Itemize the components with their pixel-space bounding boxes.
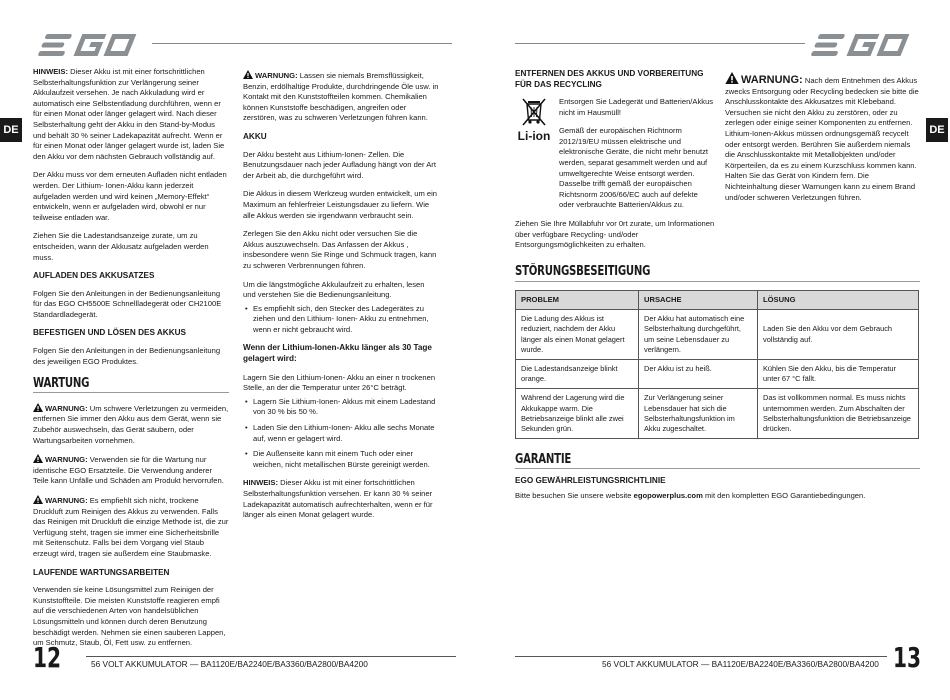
paragraph: Verwenden sie keine Lösungsmittel zum Reinigen der Kunststoffteile. Die meisten Kunststoffe reagieren empfi auf die verschiedenen Arten von handelsüblichen Lösungsmitteln und können durch deren Benutzung beschädigt werden. Nehmen sie einen sauberen Lappen, um Schmutz, Staub, Öl, Fett usw. zu entfernen. (33, 585, 226, 648)
bullet-list (243, 304, 439, 336)
section-heading-aufladen: AUFLADEN DES AKKUSATZES (33, 271, 155, 281)
paragraph: Folgen Sie den Anleitungen in der Bedienungsanleitung des jeweiligen EGO Produktes. (33, 346, 221, 366)
table-cell: Das ist vollkommen normal. Es muss nichts unternommen werden. Zum Abschalten der Selbsterhaltungsfunktion die Betriebsanzeige drücken. (758, 389, 919, 439)
recycling-text (559, 97, 715, 211)
table-cell: Die Ladung des Akkus ist reduziert, nachdem der Akku länger als einen Monat gelagert wurde. (516, 310, 639, 360)
right-page (475, 0, 950, 700)
recycling-block (515, 97, 715, 211)
ego-logo (32, 30, 142, 60)
paragraph: Ziehen Sie Ihre Müllabfuhr vor 0rt zurate, um Informationen über verfügbare Recycling- und/oder Entsorgungsmöglichkeiten zu erhalten. (515, 218, 715, 250)
warning-label: WARNUNG: (741, 74, 803, 86)
warning-text: Verwenden sie für die Wartung nur identische EGO Ersatzteile. Die Verwendung anderer Teile kann Unfälle und Schäden am Produkt hervorrufen. (33, 455, 224, 486)
warranty-text-pre: Bitte besuchen Sie unsere website (515, 491, 634, 501)
warning-icon (33, 403, 43, 412)
section-heading-befestigen: BEFESTIGEN UND LÖSEN DES AKKUS (33, 328, 186, 338)
paragraph: Der Akku besteht aus Lithium-Ionen- Zellen. Die Benutzungsdauer nach jeder Aufladung hängt von der Art der Arbeit ab, die durchgeführt wird. (243, 149, 436, 180)
bullet-item: • Lagern Sie Lithium-Ionen- Akkus mit einem Ladestand von 30 % bis 50 %. (243, 397, 439, 418)
warning-icon (33, 495, 43, 504)
footer-text: 56 VOLT AKKUMULATOR — BA1120E/BA2240E/BA3360/BA2800/BA4200 (91, 659, 368, 669)
right-column-2 (725, 72, 921, 211)
warning-paragraph (33, 495, 229, 560)
section-heading-wartung: WARTUNG (33, 376, 90, 392)
hinweis-text: Dieser Akku ist mit einer fortschrittlichen Selbsterhaltungsfunktion versehen. Er kann 30 % seiner Ladekapazität automatisch aufrechterhalten, wenn er für länger als einen Monat gelagert wurde. (243, 478, 433, 520)
column-header: PROBLEM (516, 291, 639, 310)
language-tab: DE (0, 118, 22, 142)
footer-text: 56 VOLT AKKUMULATOR — BA1120E/BA2240E/BA3360/BA2800/BA4200 (602, 659, 879, 669)
recycling-icon-group (515, 97, 553, 211)
troubleshooting-section (515, 260, 920, 439)
warranty-subheading: EGO GEWÄHRLEISTUNGSRICHTLINIE (515, 475, 666, 485)
paragraph: Der Akku muss vor dem erneuten Aufladen nicht entladen werden. Der Lithium- Ionen-Akku kann jederzeit aufgeladen werden und wird keinen „Memory-Effekt“ entwickeln, wenn er aufgeladen wird, obwohl er nur teilweise entladen war. (33, 170, 227, 222)
header-rule (515, 43, 805, 44)
paragraph: Gemäß der europäischen Richtnorm 2012/19/EU müssen elektrische und elektronische Geräte, die nicht mehr benutzt werden, separat gesammelt werden und auf umweltgerechte Weise entsorgt werden. Dasselbe trifft gemäß der europäischen Richtsnorm 2006/66/EC auch auf defekte oder verbrauchte Batterien/Akkus zu. (559, 126, 709, 210)
warning-text: Lassen sie niemals Bremsflüssigkeit, Benzin, erdölhaltige Produkte, durchdringende Öle usw. in Kontakt mit den Kunststoffteilen kommen. Chemikalien können Kunststoffe beschädigen, angreifen oder zerstören, was zu schweren Verletzungen führen kann. (243, 71, 439, 123)
column-header: LÖSUNG (758, 291, 919, 310)
crossed-bin-icon (521, 97, 547, 127)
table-cell: Der Akku ist zu heiß. (639, 360, 758, 389)
hinweis-paragraph (243, 478, 439, 520)
hinweis-label: HINWEIS: (33, 67, 69, 76)
table-cell: Der Akku hat automatisch eine Selbsterhaltung durchgeführt, um seine Lebensdauer zu verlängern. (639, 310, 758, 360)
table-cell: Zur Verlängerung seiner Lebensdauer hat sich die Selbsterhaltungsfunktion im Akku zugeschaltet. (639, 389, 758, 439)
ego-logo (805, 30, 915, 60)
paragraph: Folgen Sie den Anleitungen in der Bedienungsanleitung für das EGO CH5500E Schnellladegerät oder CH2100E Standardladegerät. (33, 288, 222, 319)
warning-text: Um schwere Verletzungen zu vermeiden, entfernen Sie immer den Akku aus dem Gerät, wenn sie Zubehör auswechseln, das Gerät säubern, oder Wartungsarbeiten vornehmen. (33, 403, 229, 445)
left-column-1 (33, 67, 229, 657)
heading-rule (33, 392, 229, 393)
subheading-lagerung: Wenn der Lithium-Ionen-Akku länger als 30 Tage gelagert wird: (243, 343, 432, 364)
warning-label: WARNUNG: (45, 496, 88, 505)
bullet-item: • Es empfiehlt sich, den Stecker des Ladegerätes zu ziehen und den Lithium- Ionen- Akku zu entnehmen, wenn er nicht gebraucht wird. (243, 304, 439, 336)
table-row (516, 360, 919, 389)
right-column-1 (515, 68, 715, 259)
ego-logo-graphic (32, 30, 142, 60)
warning-icon (725, 72, 739, 84)
table-row (516, 310, 919, 360)
paragraph: Um die längstmögliche Akkulaufzeit zu erhalten, lesen und verstehen Sie die Bedienungsanleitung. (243, 279, 425, 300)
bullet-item: • Die Außenseite kann mit einem Tuch oder einer weichen, nicht metallischen Bürste gereinigt werden. (243, 449, 439, 470)
page-number: 13 (893, 641, 922, 674)
left-column-2 (243, 70, 439, 529)
section-heading-troubleshooting: STÖRUNGSBESEITIGUNG (515, 264, 651, 279)
page-number: 12 (33, 641, 62, 674)
bullet-list (243, 397, 439, 471)
warranty-link[interactable]: egopowerplus.com (633, 491, 703, 501)
warning-text: Es empfiehlt sich nicht, trockene Druckluft zum Reinigen des Akkus zu verwenden. Falls das Reinigen mit Druckluft die einzige Methode ist, die zur Verfügung steht, tragen sie immer eine Sicherheitsbrille mit Seitenschutz. Falls bei dem Vorgang viel Staub erzeugt wird, tragen sie außerdem eine Staubmaske. (33, 496, 229, 558)
warning-icon (33, 454, 43, 463)
footer-rule (515, 656, 887, 657)
warning-label: WARNUNG: (45, 455, 88, 465)
header-rule (152, 43, 452, 44)
heading-rule (515, 468, 920, 469)
paragraph: Zerlegen Sie den Akku nicht oder versuchen Sie die Akkus auszuwechseln. Das Anfassen der Akkus , insbesondere wenn Sie Ringe und Schmuck tragen, kann zu schweren Verbrennungen führen. (243, 229, 437, 270)
bullet-item: • Laden Sie den Lithium-Ionen- Akku alle sechs Monate auf, wenn er gelagert wird. (243, 423, 439, 444)
table-cell: Während der Lagerung wird die Akkukappe warm. Die Betriebsanzeige blinkt alle zwei Sekunden grün. (516, 389, 639, 439)
hinweis-text: Dieser Akku ist mit einer fortschrittlichen Selbsterhaltungsfunktion zur Verlängerung seiner Akkulaufzeit versehen. Je nach Akkuladung wird er automatisch eine Selbstentladung durchführen, wenn er für einen Monat oder länger gelagert wird. Nach dieser Selbsterhaltung geht der Akku in den Stand-by-Modus und behält 30 % seiner Ladekapazität aufrecht. Wenn er für einen Monat oder länger gelagert wurde ist, laden Sie den Akku vor dem nächsten Gebrauch vollständig auf. (33, 67, 225, 161)
table-header-row (516, 291, 919, 310)
language-tab: DE (926, 118, 948, 142)
warranty-text-post: mit den kompletten EGO Garantiebedingungen. (702, 491, 866, 501)
warning-paragraph (725, 72, 921, 203)
table-cell: Laden Sie den Akku vor dem Gebrauch vollständig auf. (758, 310, 919, 360)
warning-text: Nach dem Entnehmen des Akkus zwecks Entsorgung oder Recycling bedecken sie bitte die Anschlusskontakte des Akkusatzes mit Klebeband. Versuchen sie nicht den Akku zu zerstören, oder zu zerlegen oder einige seiner Komponenten zu entfernen. Lithium-Ionen-Akkus müssen ordnungsgemäß recycelt oder entsorgt werden. Berühren Sie außerdem niemals die Anschlusskontakte mit Metallobjekten und/oder Körperteilen, da es zu einem Kurzschluss kommen kann. Halten Sie das Gerät von Kindern fern. Die Nichteinhaltung dieser Warnungen kann zu einem Brand und/oder schweren Verletzungen führen. (725, 76, 919, 202)
hinweis-paragraph (33, 67, 229, 162)
ego-logo-graphic (805, 30, 915, 60)
paragraph: Die Akkus in diesem Werkzeug wurden entwickelt, um ein Maximum an fehlerfreier Leistungsdauer zu liefern. Wie alle Akkus werden sie irgendwann verbraucht sein. (243, 189, 438, 220)
table-row (516, 389, 919, 439)
warning-paragraph (33, 454, 229, 487)
li-ion-label: Li-ion (517, 129, 551, 143)
paragraph: Ziehen Sie die Ladestandsanzeige zurate, um zu entscheiden, wann der Akkusatz aufgeladen werden muss. (33, 231, 209, 262)
warning-label: WARNUNG: (45, 403, 88, 413)
hinweis-label: HINWEIS: (243, 478, 279, 488)
section-heading-recycling: ENTFERNEN DES AKKUS UND VORBEREITUNG FÜR DAS RECYCLING (515, 69, 704, 89)
section-heading-akku: AKKU (243, 131, 267, 141)
warning-paragraph (243, 70, 439, 124)
heading-rule (515, 281, 920, 282)
warranty-section (515, 451, 920, 510)
section-heading-garantie: GARANTIE (515, 452, 572, 467)
footer-rule (86, 656, 456, 657)
section-heading-laufend: LAUFENDE WARTUNGSARBEITEN (33, 567, 170, 577)
warning-icon (243, 70, 253, 79)
paragraph: Lagern Sie den Lithium-Ionen- Akku an einer n trockenen Stelle, an der die Temperatur unter 26°C beträgt. (243, 372, 436, 393)
table-cell: Die Ladestandsanzeige blinkt orange. (516, 360, 639, 389)
table-cell: Kühlen Sie den Akku, bis die Temperatur unter 67 °C fällt. (758, 360, 919, 389)
warning-label: WARNUNG: (255, 71, 298, 80)
warranty-text (515, 491, 920, 502)
column-header: URSACHE (639, 291, 758, 310)
warning-paragraph (33, 403, 229, 446)
paragraph: Entsorgen Sie Ladegerät und Batterien/Akkus nicht im Hausmüll! (559, 97, 714, 117)
troubleshooting-table (515, 290, 919, 439)
